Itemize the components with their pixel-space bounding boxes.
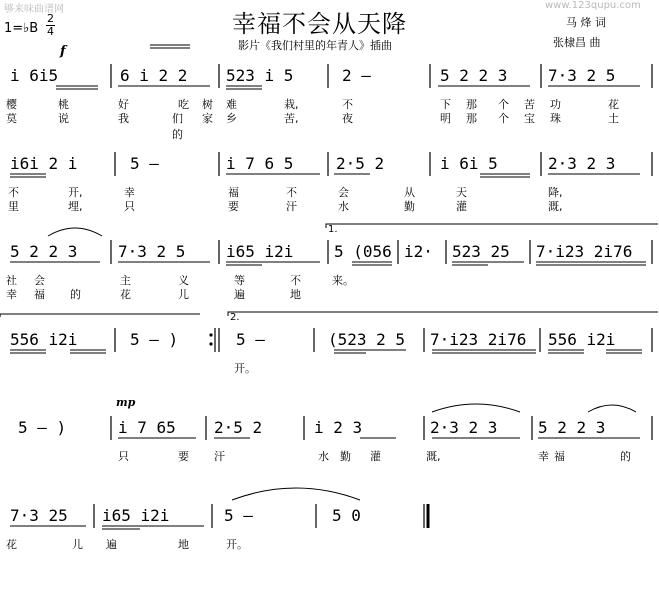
lyric: 儿 (178, 288, 189, 301)
measure: i2· (404, 242, 433, 261)
lyric: 遍 (106, 538, 117, 551)
lyric: 苦, (284, 112, 299, 125)
lyric: 宝 (524, 112, 535, 125)
lyric: 家 (202, 112, 213, 125)
score-line-5 (0, 396, 659, 514)
measure: 5 2 2 3 (538, 418, 606, 437)
lyric: 福 (34, 288, 45, 301)
watermark-right: www.123qupu.com (545, 0, 641, 11)
measure: 2·3 2 3 (430, 418, 498, 437)
lyric: 莫 (6, 112, 17, 125)
lyric: 儿 (72, 538, 83, 551)
lyric: 幸 (538, 450, 549, 463)
lyric: 樱 (6, 98, 17, 111)
lyric: 的 (70, 288, 81, 301)
measure: 556 i2i (10, 330, 78, 349)
measure: 5 (056 (334, 242, 392, 261)
lyric: 树 (202, 98, 213, 111)
measure: 2 – (342, 66, 371, 85)
lyric: 会 (338, 186, 349, 199)
lyric: 栽, (284, 98, 299, 111)
lyric: 义 (178, 274, 189, 287)
score-line-4 (0, 312, 659, 426)
measure: i 2 3 (314, 418, 363, 437)
measure: i6i 2 i (10, 154, 78, 173)
measure: 2·5 2 (214, 418, 263, 437)
measure: 7·3 2 5 (118, 242, 186, 261)
lyric: 遍 (234, 288, 245, 301)
key-signature: 1=♭B (4, 21, 39, 36)
time-signature-top: 2 (47, 12, 54, 25)
composer: 张棣昌 曲 (553, 36, 601, 49)
lyric: 灌 (456, 200, 467, 213)
measure: i 6i 5 (440, 154, 498, 173)
lyric: 只 (124, 200, 135, 213)
lyric: 个 (498, 112, 509, 125)
measure: 5 – ) (18, 418, 67, 437)
lyric: 降, (548, 186, 563, 199)
lyric: 乡 (226, 112, 237, 125)
lyric: 开。 (226, 538, 248, 551)
lyric: 天 (456, 186, 467, 199)
dynamic-forte: f (60, 44, 66, 59)
lyric: 好 (118, 98, 129, 111)
lyric: 说 (58, 112, 69, 125)
measure: 5 – ) (130, 330, 179, 349)
measure: i65 i2i (226, 242, 294, 261)
measure: 523 i 5 (226, 66, 294, 85)
measure: 7·i23 2i76 (536, 242, 633, 261)
lyric: 主 (120, 274, 131, 287)
measure: 2·3 2 3 (548, 154, 616, 173)
lyric: 幸 (6, 288, 17, 301)
lyric: 社 (6, 274, 17, 287)
lyric: 地 (178, 538, 189, 551)
lyric: 夜 (342, 112, 353, 125)
lyric: 只 (118, 450, 129, 463)
measure: 5 0 (332, 506, 361, 525)
lyric: 那 (466, 98, 477, 111)
score-line-1 (0, 62, 659, 162)
lyric: 溉, (548, 200, 563, 213)
lyricist: 马 烽 词 (566, 16, 606, 29)
lyric: 要 (228, 200, 239, 213)
measure: i 7 65 (118, 418, 176, 437)
measure: 5 – (130, 154, 159, 173)
lyric: 灌 (370, 450, 381, 463)
lyric: 花 (120, 288, 131, 301)
measure: (523 2 5 (328, 330, 406, 349)
lyric: 地 (290, 288, 301, 301)
lyric: 溉, (426, 450, 441, 463)
lyric: 不 (342, 98, 353, 111)
lyric: 开, (68, 186, 83, 199)
lyric: 勤 (340, 450, 351, 463)
lyric: 珠 (550, 112, 561, 125)
lyric: 会 (34, 274, 45, 287)
measure: 556 i2i (548, 330, 616, 349)
score-line-2 (0, 150, 659, 250)
barlines-line-6 (0, 502, 659, 562)
lyric: 下 (440, 98, 451, 111)
lyric: 的 (620, 450, 631, 463)
lyric: 个 (498, 98, 509, 111)
lyric: 开。 (234, 362, 256, 375)
time-signature-bottom: 4 (47, 25, 54, 38)
watermark-left: 够来味曲谱网 (4, 4, 64, 15)
measure: 5 – (236, 330, 265, 349)
lyric: 桃 (58, 98, 69, 111)
dynamic-mezzo-piano: mp (116, 396, 136, 409)
measure: 7·3 2 5 (548, 66, 616, 85)
lyric: 福 (228, 186, 239, 199)
measure: 2·5 2 (336, 154, 385, 173)
lyric: 花 (608, 98, 619, 111)
lyric: 不 (286, 186, 297, 199)
measure: 5 2 2 3 (10, 242, 78, 261)
measure: i 7 6 5 (226, 154, 294, 173)
lyric: 埋, (68, 200, 83, 213)
measure: i65 i2i (102, 506, 170, 525)
lyric: 那 (466, 112, 477, 125)
measure: 7·i23 2i76 (430, 330, 527, 349)
lyric: 水 (318, 450, 329, 463)
score-line-3 (0, 224, 659, 338)
score-line-6 (0, 502, 659, 602)
lyric: 要 (178, 450, 189, 463)
lyric: 吃 (178, 98, 189, 111)
lyric: 花 (6, 538, 17, 551)
measure: 6 i 2 2 (120, 66, 188, 85)
lyric: 难 (226, 98, 237, 111)
measure: 5 2 2 3 (440, 66, 508, 85)
lyric: 幸 (124, 186, 135, 199)
hairpin-line (150, 45, 190, 48)
song-subtitle: 影片《我们村里的年青人》插曲 (238, 39, 392, 52)
measure: 7·3 25 (10, 506, 68, 525)
measure: 5 – (224, 506, 253, 525)
lyric: 等 (234, 274, 245, 287)
lyric: 来。 (332, 274, 354, 287)
volta-1: 1. (328, 224, 338, 235)
lyric: 明 (440, 112, 451, 125)
volta-2: 2. (230, 312, 240, 323)
lyric: 我 (118, 112, 129, 125)
lyric: 们的 (172, 112, 183, 141)
lyric: 苦 (524, 98, 535, 111)
lyric: 汗 (286, 200, 297, 213)
measure: 523 25 (452, 242, 510, 261)
lyric: 勤 (404, 200, 415, 213)
lyric: 汗 (214, 450, 225, 463)
measure: i 6i5 (10, 66, 59, 85)
lyric: 不 (290, 274, 301, 287)
lyric: 功 (550, 98, 561, 111)
lyric: 土 (608, 112, 619, 125)
lyric: 不 (8, 186, 19, 199)
lyric: 里 (8, 200, 19, 213)
lyric: 水 (338, 200, 349, 213)
song-title: 幸福不会从天降 (232, 10, 407, 38)
lyric: 福 (554, 450, 565, 463)
lyric: 从 (404, 186, 415, 199)
